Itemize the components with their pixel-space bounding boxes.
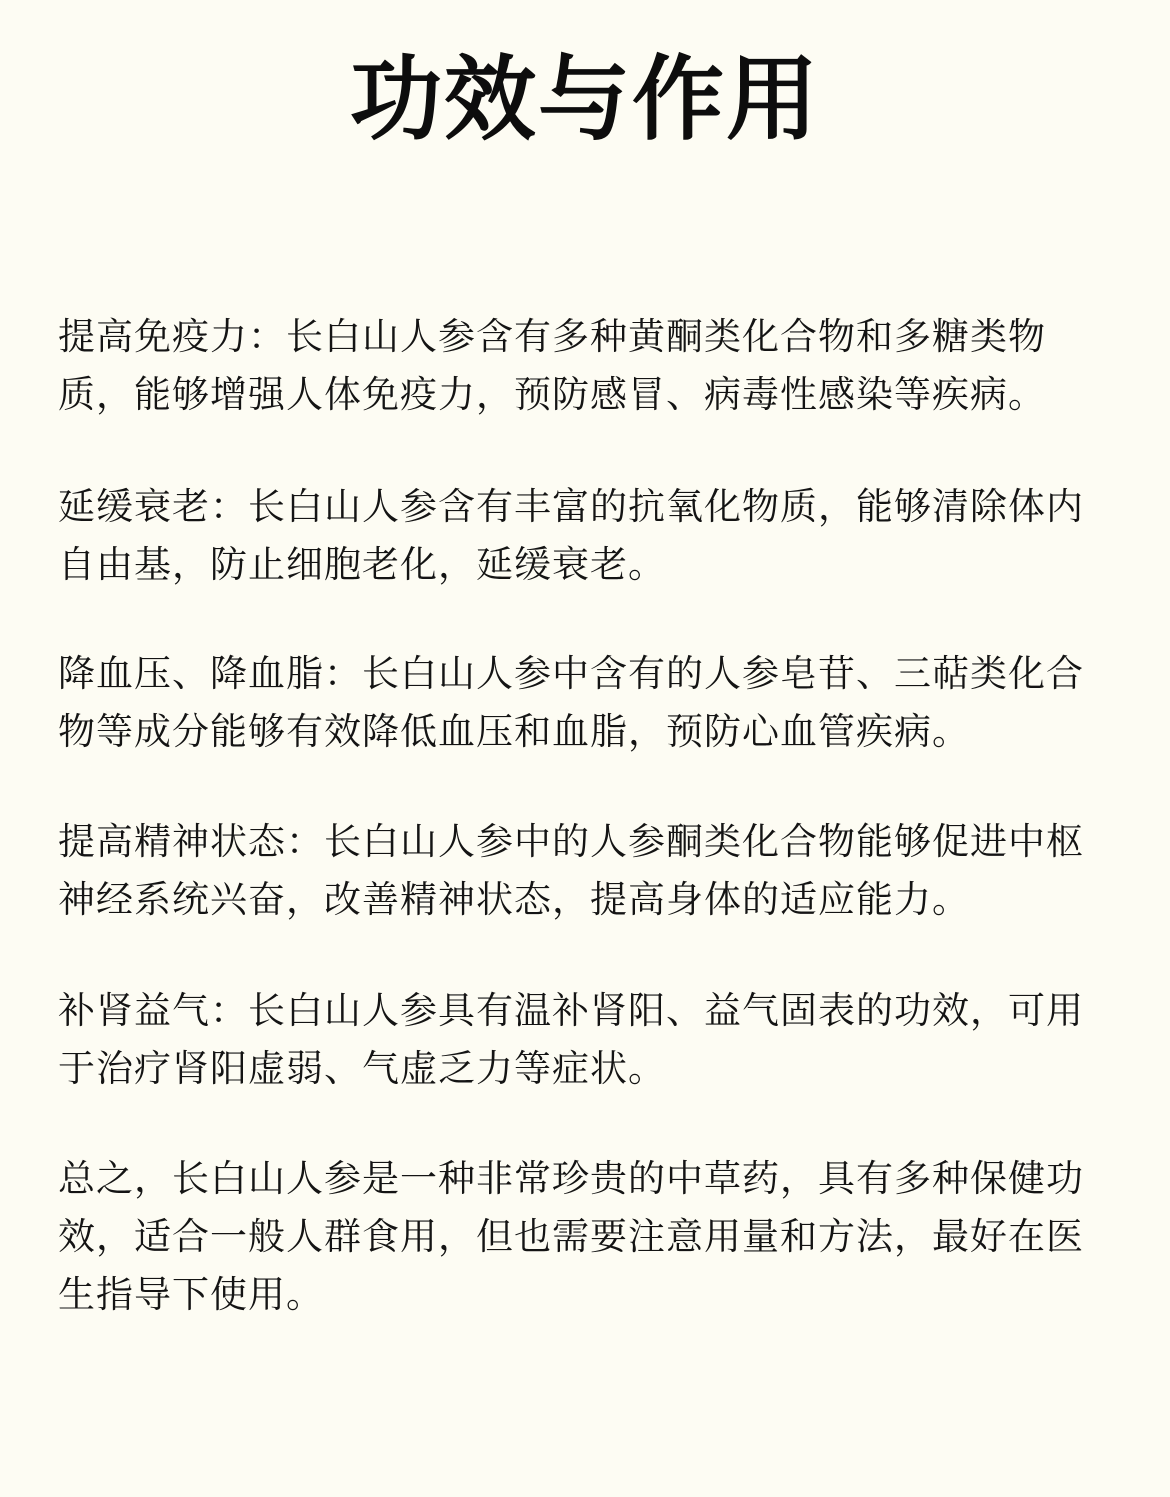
paragraph-heading: 补肾益气： bbox=[58, 989, 248, 1032]
paragraph-text: 长白山人参中含有的人参皂苷、三萜类化合物等成分能够有效降低血压和血脂，预防心血管疾病。 bbox=[58, 652, 1084, 753]
paragraph-text: 长白山人参具有温补肾阳、益气固表的功效，可用于治疗肾阳虚弱、气虚乏力等症状。 bbox=[58, 989, 1084, 1090]
paragraph-text: 总之，长白山人参是一种非常珍贵的中草药，具有多种保健功效，适合一般人群食用，但也需要注意用量和方法，最好在医生指导下使用。 bbox=[58, 1157, 1084, 1316]
paragraph-text: 长白山人参中的人参酮类化合物能够促进中枢神经系统兴奋，改善精神状态，提高身体的适应能力。 bbox=[58, 820, 1084, 921]
paragraph-summary bbox=[58, 1150, 1118, 1324]
paragraph-text: 长白山人参含有多种黄酮类化合物和多糖类物质，能够增强人体免疫力，预防感冒、病毒性感染等疾病。 bbox=[58, 315, 1046, 416]
paragraph-heading: 延缓衰老： bbox=[58, 485, 248, 528]
paragraph-heading: 提高精神状态： bbox=[58, 820, 324, 863]
paragraph-heading: 提高免疫力： bbox=[58, 315, 286, 358]
paragraph-mental-state bbox=[58, 813, 1118, 929]
paragraph-kidney-qi bbox=[58, 982, 1118, 1098]
paragraph-anti-aging bbox=[58, 478, 1118, 594]
paragraph-text: 长白山人参含有丰富的抗氧化物质，能够清除体内自由基，防止细胞老化，延缓衰老。 bbox=[58, 485, 1084, 586]
paragraph-immunity bbox=[58, 308, 1118, 424]
page-title: 功效与作用 bbox=[349, 46, 820, 153]
paragraph-heading: 降血压、降血脂： bbox=[58, 652, 362, 695]
paragraph-blood-pressure bbox=[58, 645, 1118, 761]
